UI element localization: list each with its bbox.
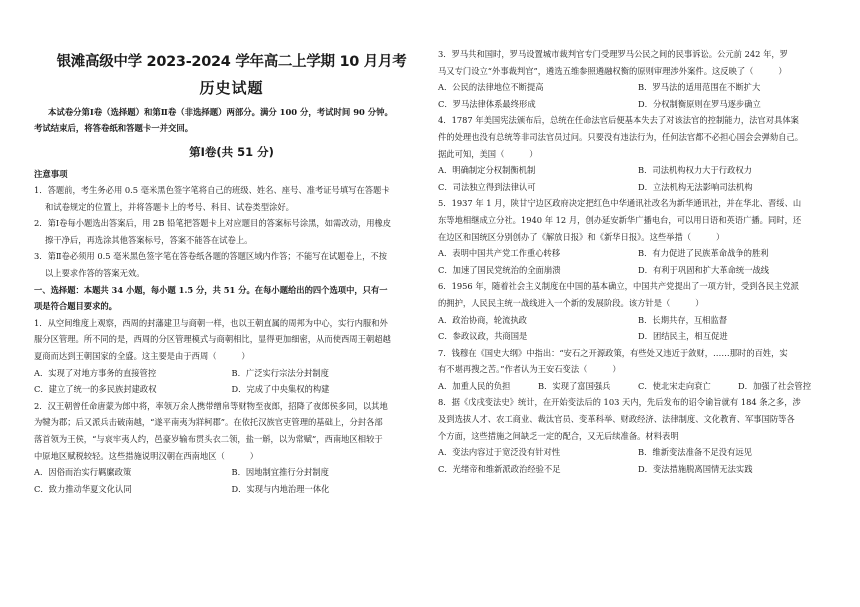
- option-d: D．实现与内地治理一体化: [231, 483, 330, 494]
- option-b: B．罗马法的适用范围在不断扩大: [638, 82, 761, 93]
- options-row: [438, 79, 838, 96]
- question-1: [34, 315, 429, 398]
- option-a: A．政治协商，轮流执政: [438, 314, 527, 325]
- question-stem-line: 夏商而达到王朝国家的全盛。这主要是由于西周（ ）: [34, 350, 250, 361]
- option-b: B．因地制宜推行分封制度: [231, 467, 329, 478]
- question-stem-line: 7．钱穆在《国史大纲》中指出：“安石之开源政策，有些处又违近于敛财，……那时的百姓，实: [438, 347, 788, 358]
- note-line: 1．答题前，考生务必用 0.5 毫米黑色签字笔将自己的班级、姓名、座号、准考证号填写在答题卡: [34, 185, 390, 195]
- options-row: [438, 96, 838, 113]
- question-4: [438, 112, 838, 195]
- options-row: [34, 464, 429, 481]
- option-c: C．致力推动华夏文化认同: [34, 483, 132, 494]
- option-d: D．变法措施脱离国情无法实践: [638, 463, 753, 474]
- options-row: [438, 461, 838, 478]
- option-b: B．长期共存，互相监督: [638, 314, 728, 325]
- question-stem-line: 4．1787 年美国宪法颁布后，总统在任命法官后便基本失去了对该法官的控制能力，法官对具体案: [438, 115, 799, 126]
- question-stem-line: 落首领为王侯，“与哀牢夷人约，邑豪岁输布贯头衣二领，盐一斛，以为常赋”，西南地区相较于: [34, 433, 383, 444]
- options-row: [34, 381, 429, 398]
- option-a: A．实现了对地方事务的直接管控: [34, 367, 157, 378]
- question-7: [438, 345, 838, 395]
- option-a: A．明确制定分权制衡机制: [438, 165, 536, 176]
- question-stem-line: 东等地相继成立分社。1940 年 12 月，创办延安新华广播电台，可以用日语和英语广播。同时，还: [438, 214, 802, 225]
- question-stem-line: 5．1937 年 1 月，陕甘宁边区政府决定把红色中华通讯社改名为新华通讯社，并在华北、晋绥、山: [438, 198, 802, 209]
- option-d: D．立法机构无法影响司法机构: [638, 181, 753, 192]
- option-d: D．完成了中央集权的构建: [231, 384, 330, 395]
- option-d: D．团结民主，相互促进: [638, 331, 728, 342]
- note-line: 3．第Ⅱ卷必须用 0.5 毫米黑色签字笔在答卷纸各题的答题区域内作答；不能写在试题卷上，不按: [34, 251, 387, 262]
- question-2: [34, 398, 429, 498]
- left-column: [34, 0, 429, 497]
- option-b: B．司法机构权力大于行政权力: [638, 165, 752, 176]
- options-row: [438, 378, 838, 395]
- option-a: A．公民的法律地位不断提高: [438, 82, 544, 93]
- question-stem-line: 件的处理也没有总统等非司法官员过问。只要没有违法行为，任何法官都不必担心国会会弹劾自己。: [438, 131, 804, 142]
- options-row: [438, 328, 838, 345]
- note-line: 和试卷规定的位置上，并将答题卡上的考号、科目、试卷类型涂好。: [45, 201, 294, 212]
- note-line: 2．第Ⅰ卷每小题选出答案后，用 2B 铅笔把答题卡上对应题目的答案标号涂黑，如需改动，用橡皮: [34, 218, 392, 229]
- option-d: D．分权制衡原则在罗马逐步确立: [638, 98, 761, 109]
- option-c: C．司法独立得到法律认可: [438, 181, 536, 192]
- question-stem-line: 1．从空间维度上观察，西周的封藩建卫与商朝一样，也以王朝直属的周邦为中心，实行内服和外: [34, 317, 388, 328]
- right-column: [438, 46, 838, 477]
- note-line: 以上要求作答的答案无效。: [45, 267, 145, 278]
- options-row: [438, 444, 838, 461]
- option-b: B．维新变法准备不足没有远见: [638, 447, 752, 458]
- option-a: A．因俗而治实行羁縻政策: [34, 467, 132, 478]
- options-row: [34, 481, 429, 498]
- option-c: C．罗马法律体系最终形成: [438, 98, 536, 109]
- option-c: C．加速了国民党统治的全面崩溃: [438, 264, 561, 275]
- options-row: [438, 179, 838, 196]
- option-a: A．加重人民的负担: [438, 380, 511, 391]
- question-stem-line: 及到选拔人才、农工商业、裁汰官员、变革科举、财政经济、法律制度、文化教育、军事国防等各: [438, 414, 795, 425]
- question-stem-line: 为犍为郡；后又派兵击破南越，“遂平南夷为牂柯郡”。在依托汉族官吏管理的基础上，分封各部: [34, 417, 383, 428]
- options-row: [438, 245, 838, 262]
- part1-title: 第Ⅰ卷(共 51 分): [189, 145, 274, 159]
- question-stem-line: 在边区和国统区分别创办了《解放日报》和《新华日报》。这些举措（ ）: [438, 231, 725, 242]
- question-stem-line: 服分区管理。所不同的是，西周的分区管理模式与商朝相比，显得更加细密，从而使西周王朝超越: [34, 334, 391, 345]
- question-8: [438, 394, 838, 477]
- option-c: C．建立了统一的多民族封建政权: [34, 384, 157, 395]
- option-c: C．光绪帝和维新派政治经验不足: [438, 463, 561, 474]
- question-stem-line: 3．罗马共和国时，罗马设置城市裁判官专门受理罗马公民之间的民事诉讼。公元前 242 年，罗: [438, 49, 788, 59]
- exam-notice-line-1: 本试卷分第Ⅰ卷（选择题）和第Ⅱ卷（非选择题）两部分。满分 100 分，考试时间 90 分钟。: [48, 107, 393, 117]
- exam-subtitle: 历史试题: [199, 79, 264, 97]
- option-d: D．加强了社会管控: [738, 380, 812, 391]
- question-stem-line: 个方面，这些措施之间缺乏一定的配合，又无后续准备。材料表明: [438, 430, 679, 441]
- exam-notice-line-2: 考试结束后，将答卷纸和答题卡一并交回。: [34, 123, 194, 133]
- question-5: [438, 195, 838, 278]
- option-d: D．有利于巩固和扩大革命统一战线: [638, 264, 770, 275]
- options-row: [438, 162, 838, 179]
- question-stem-line: 马又专门设立“外事裁判官”，遴选五维参照遴融权衡的原则审理涉外案件。这反映了（ ）: [438, 65, 787, 76]
- question-stem-line: 8．据《戊戌变法史》统计，在开始变法后的 103 天内，先后发布的诏令谕旨就有 184 条之多，涉: [438, 397, 801, 408]
- option-c: C．参政议政，共商国是: [438, 331, 528, 342]
- question-stem-line: 有不堪再搜之苦。”作者认为王安石变法（ ）: [438, 364, 621, 375]
- question-stem-line: 的拥护，人民民主统一战线进入一个新的发展阶段。该方针是（ ）: [438, 297, 704, 308]
- option-a: A．变法内容过于宽泛没有针对性: [438, 447, 561, 458]
- question-3: [438, 46, 838, 112]
- note-line: 擦干净后，再选涂其他答案标号，答案不能答在试卷上。: [45, 234, 253, 245]
- question-stem-line: 据此可知，美国（ ）: [438, 148, 538, 159]
- option-b: B．实现了富国强兵: [538, 380, 611, 391]
- question-stem-line: 中原地区赋税较轻。这些措施说明汉朝在西南地区（ ）: [34, 450, 259, 461]
- options-row: [438, 312, 838, 329]
- question-stem-line: 2．汉王朝曾任命唐蒙为郎中将，率领万余人携带缯帛等财物至夜郎，招降了夜郎侯多同，以其地: [34, 400, 388, 411]
- option-b: B．广泛实行宗法分封制度: [231, 367, 329, 378]
- options-row: [438, 262, 838, 279]
- exam-title: 银滩高级中学 2023-2024 学年高二上学期 10 月月考: [56, 54, 407, 70]
- option-a: A．表明中国共产党工作重心转移: [438, 248, 561, 259]
- option-b: B．有力促进了民族革命战争的胜利: [638, 248, 769, 259]
- question-stem-line: 6．1956 年，随着社会主义制度在中国的基本确立，中国共产党提出了一项方针，受到各民主党派: [438, 281, 799, 292]
- option-c: C．使北宋走向衰亡: [638, 380, 711, 391]
- notes-label: 注意事项: [34, 169, 68, 179]
- options-row: [34, 365, 429, 382]
- question-6: [438, 278, 838, 344]
- section1-instruction: 项是符合题目要求的。: [34, 301, 117, 312]
- section1-instruction: 一、选择题：本题共 34 小题，每小题 1.5 分，共 51 分。在每小题给出的四个选项中，只有一: [34, 284, 388, 295]
